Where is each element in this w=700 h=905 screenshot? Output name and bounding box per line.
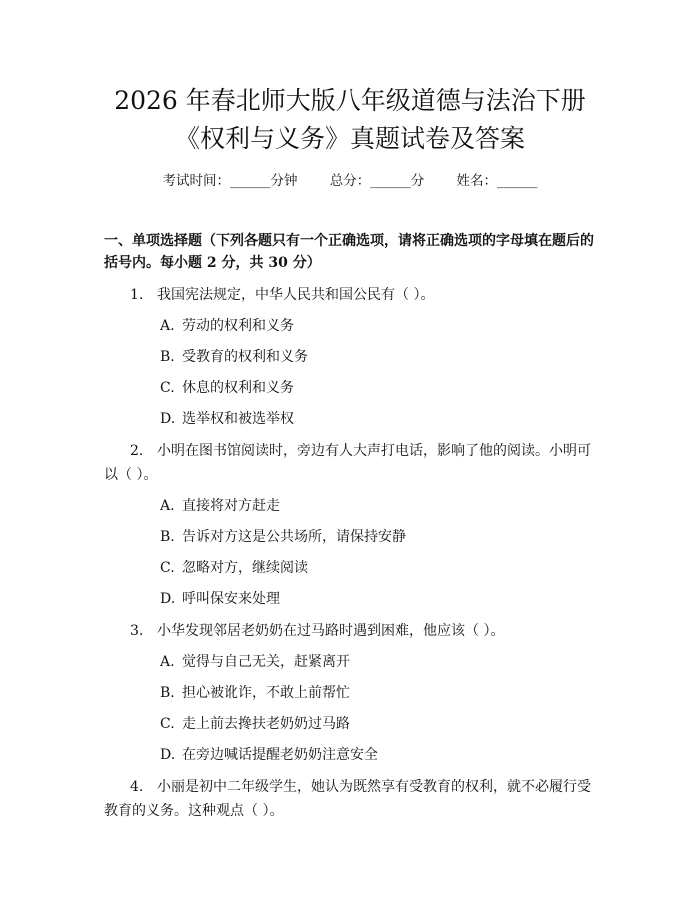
option-text: 直接将对方赶走 — [182, 498, 280, 514]
option-letter: C. — [160, 560, 175, 576]
option-letter: A. — [160, 318, 175, 334]
option-b — [104, 346, 604, 368]
question-number: 3. — [130, 623, 144, 639]
question-text: 小华发现邻居老奶奶在过马路时遇到困难，他应该（ ）。 — [157, 623, 505, 639]
option-text: 劳动的权利和义务 — [182, 318, 294, 334]
option-text: 觉得与自己无关，赶紧离开 — [182, 654, 350, 670]
option-letter: C. — [160, 716, 175, 732]
option-text: 担心被讹诈，不敢上前帮忙 — [182, 685, 350, 701]
question-list — [104, 283, 604, 831]
option-text: 在旁边喊话提醒老奶奶注意安全 — [182, 747, 378, 763]
option-text: 选举权和被选举权 — [182, 411, 294, 427]
question-text: 我国宪法规定，中华人民共和国公民有（ ）。 — [157, 287, 435, 303]
option-text: 休息的权利和义务 — [182, 380, 294, 396]
option-text: 忽略对方，继续阅读 — [182, 560, 308, 576]
exam-time: 考试时间：______分钟 — [162, 173, 298, 189]
option-letter: A. — [160, 654, 175, 670]
option-letter: D. — [160, 591, 176, 607]
option-letter: B. — [160, 529, 175, 545]
student-name: 姓名：______ — [456, 173, 538, 189]
section-heading: 一、单项选择题（下列各题只有一个正确选项，请将正确选项的字母填在题后的括号内。每小题 2 分，共 30 分） — [104, 233, 594, 271]
option-letter: D. — [160, 411, 176, 427]
option-c — [104, 557, 604, 579]
option-letter: C. — [160, 380, 175, 396]
question-stem — [104, 439, 604, 487]
option-a — [104, 651, 604, 673]
question-number: 4. — [130, 779, 144, 795]
option-d — [104, 588, 604, 610]
question-1 — [104, 283, 604, 430]
option-a — [104, 495, 604, 517]
title-line-2: 《权利与义务》真题试卷及答案 — [174, 124, 525, 153]
question-text: 小明在图书馆阅读时，旁边有人大声打电话，影响了他的阅读。小明可以（ ）。 — [104, 443, 591, 483]
question-number: 1. — [130, 287, 144, 303]
option-text: 呼叫保安来处理 — [182, 591, 280, 607]
option-b — [104, 526, 604, 548]
title-block — [0, 82, 700, 158]
option-a — [104, 315, 604, 337]
exam-meta — [0, 169, 700, 189]
option-letter: B. — [160, 349, 175, 365]
option-c — [104, 713, 604, 735]
question-4 — [104, 775, 604, 823]
question-stem — [104, 283, 604, 307]
question-stem — [104, 775, 604, 823]
option-text: 走上前去搀扶老奶奶过马路 — [182, 716, 350, 732]
total-score: 总分：______分 — [329, 173, 425, 189]
question-3 — [104, 619, 604, 766]
option-letter: B. — [160, 685, 175, 701]
option-b — [104, 682, 604, 704]
option-text: 受教育的权利和义务 — [182, 349, 308, 365]
option-d — [104, 744, 604, 766]
option-d — [104, 408, 604, 430]
question-stem — [104, 619, 604, 643]
option-letter: D. — [160, 747, 176, 763]
question-2 — [104, 439, 604, 610]
option-text: 告诉对方这是公共场所，请保持安静 — [182, 529, 406, 545]
question-number: 2. — [130, 443, 144, 459]
option-c — [104, 377, 604, 399]
option-letter: A. — [160, 498, 175, 514]
question-text: 小丽是初中二年级学生，她认为既然享有受教育的权利，就不必履行受教育的义务。这种观点（ ）。 — [104, 779, 591, 819]
title-line-1: 2026 年春北师大版八年级道德与法治下册 — [114, 86, 586, 115]
